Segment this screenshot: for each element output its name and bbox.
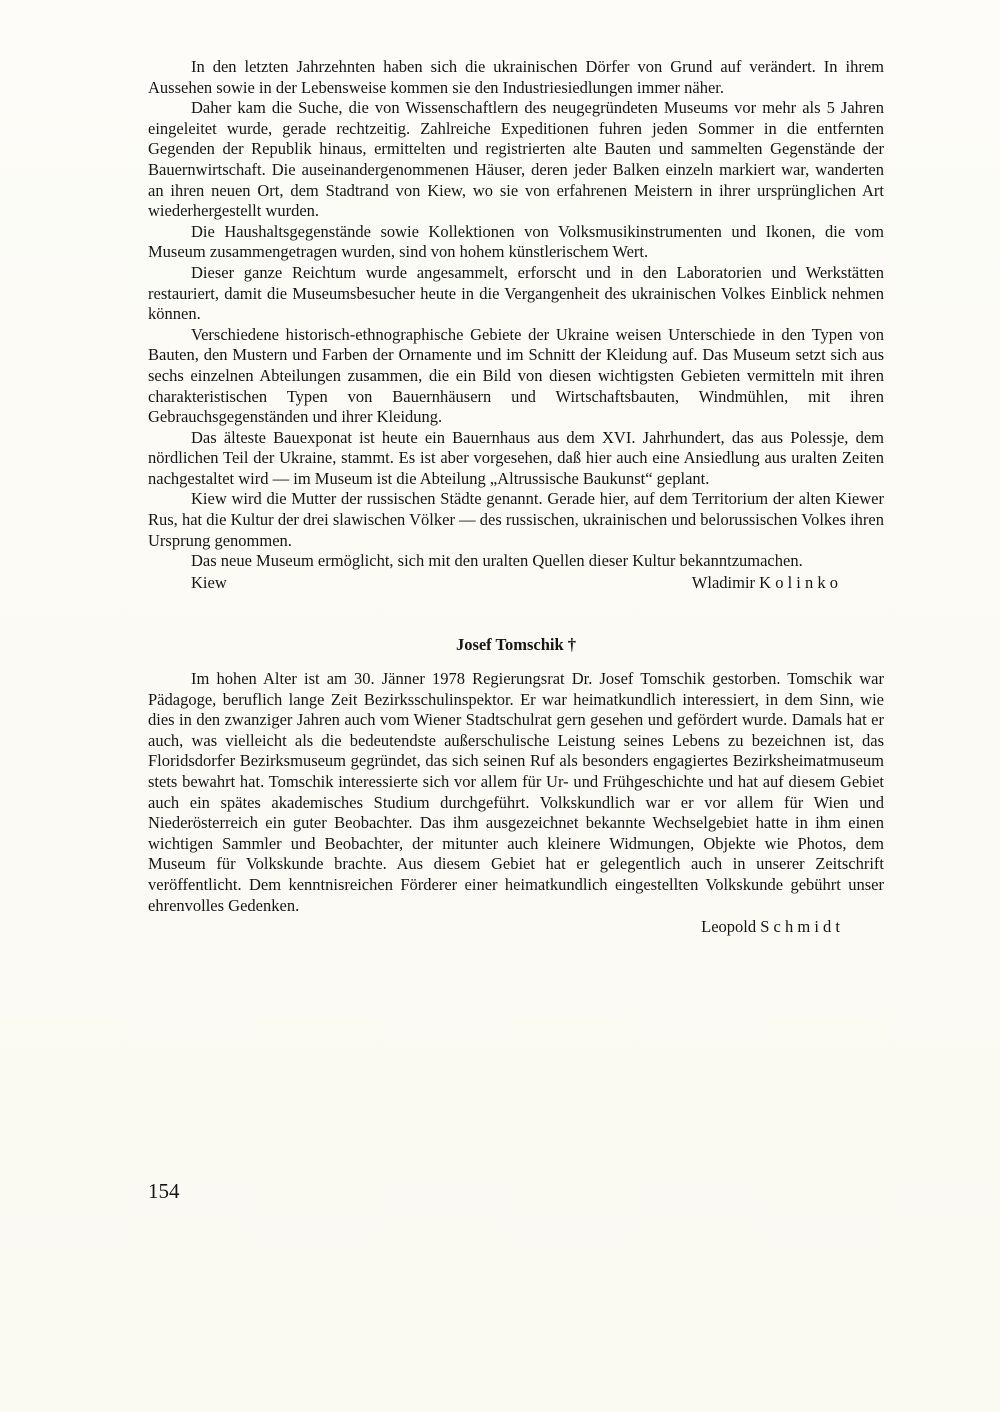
paragraph: Die Haushaltsgegenstände sowie Kollektionen von Volksmusikinstrumenten und Ikonen, die vom Museum zusammengetragen wurden, sind von hohem künstlerischem Wert. (148, 221, 884, 262)
signature-row (148, 573, 884, 594)
signature-place: Kiew (191, 572, 227, 592)
signature-author: Leopold S c h m i d t (701, 917, 840, 937)
article-obituary (148, 635, 884, 937)
paragraph: Kiew wird die Mutter der russischen Städte genannt. Gerade hier, auf dem Territorium der alten Kiewer Rus, hat die Kultur der drei slawischen Völker — des russischen, ukrainischen und belorussischen Volkes ihren Ursprung genommen. (148, 489, 884, 550)
paragraph: Das neue Museum ermöglicht, sich mit den uralten Quellen dieser Kultur bekanntzumachen. (191, 551, 803, 571)
article-museum (148, 57, 884, 593)
paragraph: Im hohen Alter ist am 30. Jänner 1978 Regierungsrat Dr. Josef Tomschik gestorben. Tomschik war Pädagoge, beruflich lange Zeit Bezirksschulinspektor. Er war heimatkundlich interessiert, in dem Sinn, wie dies in den zwanziger Jahren auch vom Wiener Stadtschulrat gern gesehen und gefördert wurde. Damals hat er auch, was vielleicht als die bedeutendste außerschulische Leistung seines Lebens zu bezeichnen ist, das Floridsdorfer Bezirksmuseum gegründet, das sich seinen Ruf als besonders engagiertes Bezirksheimatmuseum stets bewahrt hat. Tomschik interessierte sich vor allem für Ur- und Frühgeschichte und hat auf diesem Gebiet auch ein spätes akademisches Studium durchgeführt. Volkskundlich war er vor allem für Wien und Niederösterreich ein guter Beobachter. Das ihm ausgezeichnet bekannte Wechselgebiet hatte in ihm einen wichtigen Sammler und Beobachter, der mitunter auch kleinere Widmungen, Objekte wie Photos, dem Museum für Volkskunde brachte. Aus diesem Gebiet hat er gelegentlich auch in unserer Zeitschrift veröffentlicht. Dem kenntnisreichen Förderer einer heimatkundlich eingestellten Volkskunde gebührt unser ehrenvolles Gedenken. (148, 669, 884, 915)
paragraph: Verschiedene historisch-ethnographische Gebiete der Ukraine weisen Unterschiede in den Typen von Bauten, den Mustern und Farben der Ornamente und im Schnitt der Kleidung auf. Das Museum setzt sich aus sechs einzelnen Abteilungen zusammen, die ein Bild von diesen wichtigsten Gebieten vermitteln mit ihren charakteristischen Typen von Bauernhäusern und Wirtschaftsbauten, Windmühlen, mit ihren Gebrauchsgegenständen und ihrer Kleidung. (148, 324, 884, 427)
signature-author: Wladimir K o l i n k o (691, 572, 838, 592)
paragraph: In den letzten Jahrzehnten haben sich die ukrainischen Dörfer von Grund auf verändert. In ihrem Aussehen sowie in der Lebensweise kommen sie den Industriesiedlungen immer näher. (148, 57, 884, 97)
text-column (148, 57, 884, 938)
obituary-title: Josef Tomschik † (455, 635, 577, 655)
page-number: 154 (148, 1179, 180, 1203)
paragraph: Daher kam die Suche, die von Wissenschaftlern des neugegründeten Museums vor mehr als 5 Jahren eingeleitet wurde, gerade rechtzeitig. Zahlreiche Expeditionen fuhren jeden Sommer in die entfernten Gegenden der Republik hinaus, ermittelten und registrierten alte Bauten und sammelten Gegenstände der Bauernwirtschaft. Die auseinandergenommenen Häuser, deren jeder Balken einzeln markiert war, wanderten an ihren neuen Ort, dem Stadtrand von Kiew, wo sie von erfahrenen Meistern in ihrer ursprünglichen Art wiederhergestellt wurden. (148, 98, 884, 221)
paragraph: Dieser ganze Reichtum wurde angesammelt, erforscht und in den Laboratorien und Werkstätten restauriert, damit die Museumsbesucher heute in die Vergangenheit des ukrainischen Volkes Einblick nehmen können. (148, 262, 884, 324)
paragraph: Das älteste Bauexponat ist heute ein Bauernhaus aus dem XVI. Jahrhundert, das aus Polessje, dem nördlichen Teil der Ukraine, stammt. Es ist aber vorgesehen, daß hier auch eine Ansiedlung aus uralten Zeiten nachgestaltet wird — im Museum ist die Abteilung „Altrussische Baukunst“ geplant. (148, 427, 884, 488)
